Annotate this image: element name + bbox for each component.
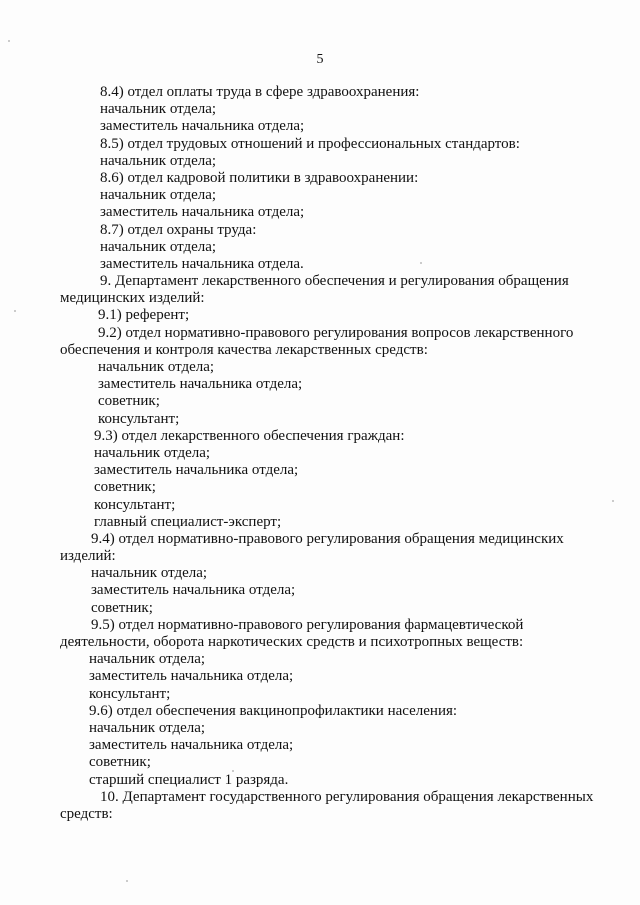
text-line: начальник отдела; xyxy=(100,152,217,169)
scan-speck xyxy=(232,770,234,772)
text-line: обеспечения и контроля качества лекарственных средств: xyxy=(60,341,428,358)
text-line: главный специалист-эксперт; xyxy=(94,513,282,530)
text-line: заместитель начальника отдела; xyxy=(91,582,296,599)
text-line: старший специалист 1 разряда. xyxy=(89,771,289,788)
text-line: начальник отдела; xyxy=(91,565,208,582)
text-line: заместитель начальника отдела; xyxy=(100,118,305,135)
text-line: начальник отдела; xyxy=(89,719,206,736)
text-line: 8.7) отдел охраны труда: xyxy=(100,221,257,238)
text-line: консультант; xyxy=(98,410,180,427)
text-line: медицинских изделий: xyxy=(60,290,205,307)
text-line: средств: xyxy=(60,805,113,822)
text-line: 9. Департамент лекарственного обеспечения и регулирования обращения xyxy=(100,273,569,290)
scan-speck xyxy=(14,310,16,312)
text-line: начальник отдела; xyxy=(94,444,211,461)
scan-speck xyxy=(126,880,128,882)
text-line: начальник отдела; xyxy=(100,101,217,118)
scan-speck xyxy=(612,500,614,502)
document-body xyxy=(60,84,606,823)
text-line: советник; xyxy=(94,479,156,496)
text-line: 8.6) отдел кадровой политики в здравоохранении: xyxy=(100,169,419,186)
text-line: консультант; xyxy=(89,685,171,702)
page-number: 5 xyxy=(316,52,324,67)
text-line: 9.2) отдел нормативно-правового регулирования вопросов лекарственного xyxy=(98,324,574,341)
text-line: 9.1) референт; xyxy=(98,307,190,324)
text-line: 9.3) отдел лекарственного обеспечения граждан: xyxy=(94,427,405,444)
text-line: 9.6) отдел обеспечения вакцинопрофилактики населения: xyxy=(89,702,458,719)
text-line: 10. Департамент государственного регулирования обращения лекарственных xyxy=(100,788,594,805)
text-line: советник; xyxy=(98,393,160,410)
text-line: начальник отдела; xyxy=(89,651,206,668)
text-line: 8.5) отдел трудовых отношений и профессиональных стандартов: xyxy=(100,135,520,152)
text-line: 8.4) отдел оплаты труда в сфере здравоохранения: xyxy=(100,84,420,100)
text-line: заместитель начальника отдела; xyxy=(89,737,294,754)
text-line: 9.5) отдел нормативно-правового регулирования фармацевтической xyxy=(91,616,524,633)
text-line: советник; xyxy=(89,754,151,771)
text-line: заместитель начальника отдела. xyxy=(100,255,304,272)
text-line: заместитель начальника отдела; xyxy=(100,204,305,221)
scan-speck xyxy=(420,262,422,264)
scan-speck xyxy=(8,40,10,42)
text-line: 9.4) отдел нормативно-правового регулирования обращения медицинских xyxy=(91,530,564,547)
text-line: консультант; xyxy=(94,496,176,513)
text-line: заместитель начальника отдела; xyxy=(94,462,299,479)
text-line: изделий: xyxy=(60,548,116,565)
text-line: начальник отдела; xyxy=(98,359,215,375)
text-line: заместитель начальника отдела; xyxy=(89,668,294,685)
text-line: заместитель начальника отдела; xyxy=(98,376,303,393)
text-line: начальник отдела; xyxy=(100,238,217,255)
text-line: советник; xyxy=(91,599,153,616)
text-line: начальник отдела; xyxy=(100,187,217,204)
text-line: деятельности, оборота наркотических средств и психотропных веществ: xyxy=(60,634,524,650)
